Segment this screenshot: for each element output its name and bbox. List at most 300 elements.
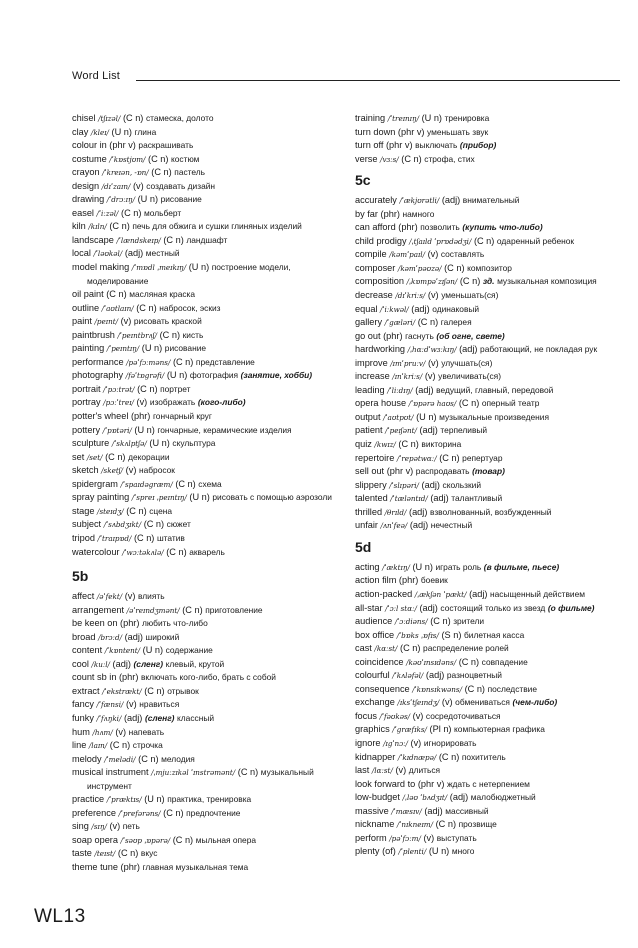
transcription: /ˈkɪdnæpə/ bbox=[397, 752, 437, 762]
part-of-speech: (C n) bbox=[401, 153, 422, 164]
translation: длиться bbox=[408, 765, 441, 776]
word-entry bbox=[355, 588, 617, 602]
word-entry bbox=[72, 590, 344, 604]
usage-note: (о фильме) bbox=[547, 602, 595, 613]
word-entry bbox=[72, 726, 344, 740]
page-title: Word List bbox=[72, 70, 121, 82]
word-entry bbox=[355, 452, 617, 466]
transcription: /ˈpræktɪs/ bbox=[106, 795, 142, 805]
word-entry bbox=[72, 329, 344, 343]
transcription: /kɑːst/ bbox=[374, 644, 398, 654]
translation: улучшать(ся) bbox=[441, 357, 493, 368]
part-of-speech: (phr) bbox=[398, 222, 418, 233]
usage-note: (занятие, хобби) bbox=[240, 370, 313, 381]
headword: broad bbox=[72, 631, 96, 642]
part-of-speech: (adj) bbox=[430, 493, 449, 504]
word-entry bbox=[72, 631, 344, 645]
translation: музыкальный инструмент bbox=[87, 767, 314, 791]
headword: quiz bbox=[355, 439, 372, 450]
transcription: /ˈɔːdiəns/ bbox=[394, 617, 428, 627]
part-of-speech: (v) bbox=[120, 316, 132, 327]
headword: kidnapper bbox=[355, 751, 396, 762]
translation: внимательный bbox=[462, 195, 520, 206]
part-of-speech: (phr v) bbox=[386, 140, 413, 151]
headword: slippery bbox=[355, 479, 387, 490]
translation: влиять bbox=[138, 591, 165, 602]
headword: gallery bbox=[355, 317, 383, 328]
word-entry bbox=[72, 491, 344, 505]
headword: look forward to bbox=[355, 778, 416, 789]
word-entry bbox=[355, 574, 617, 588]
word-entry bbox=[355, 343, 617, 357]
translation: декорации bbox=[128, 451, 170, 462]
translation: гаснуть bbox=[405, 330, 434, 341]
translation: широкий bbox=[145, 631, 180, 642]
usage-note: (об огне, свете) bbox=[436, 330, 505, 341]
word-entry bbox=[355, 384, 617, 398]
part-of-speech: (phr) bbox=[120, 618, 140, 629]
translation: уменьшать звук bbox=[427, 126, 489, 137]
word-entry bbox=[72, 604, 344, 618]
headword: outline bbox=[72, 302, 100, 313]
headword: tripod bbox=[72, 532, 95, 543]
translation: клевый, крутой bbox=[165, 658, 225, 669]
transcription: /ˈspaɪdəgræm/ bbox=[120, 479, 173, 489]
headword: hum bbox=[72, 726, 90, 737]
word-entry bbox=[72, 793, 344, 807]
headword: audience bbox=[355, 616, 393, 627]
transcription: /ˈɒpərə haʊs/ bbox=[408, 399, 457, 409]
part-of-speech: (C n) bbox=[398, 439, 419, 450]
word-entry bbox=[72, 658, 344, 672]
transcription: /ˈaʊtpʊt/ bbox=[383, 412, 414, 422]
page-header bbox=[72, 70, 620, 86]
part-of-speech: (C n) bbox=[144, 685, 165, 696]
part-of-speech: (C n) bbox=[430, 616, 451, 627]
part-of-speech: (C n) bbox=[439, 452, 460, 463]
part-of-speech: (adj) bbox=[112, 658, 131, 669]
word-entry bbox=[72, 739, 344, 753]
word-entry bbox=[72, 753, 344, 767]
word-entry bbox=[72, 617, 344, 631]
headword: last bbox=[355, 765, 370, 776]
headword: drawing bbox=[72, 194, 105, 205]
part-of-speech: (C n) bbox=[138, 753, 159, 764]
part-of-speech: (phr) bbox=[380, 208, 400, 219]
word-entry bbox=[355, 737, 617, 751]
word-entry bbox=[355, 506, 617, 520]
translation: фотография bbox=[189, 370, 239, 381]
headword: potter's wheel bbox=[72, 411, 129, 422]
part-of-speech: (v) bbox=[124, 591, 136, 602]
part-of-speech: (C n) bbox=[438, 751, 460, 762]
transcription: /ˈpeɪntɪŋ/ bbox=[106, 344, 140, 354]
headword: paintbrush bbox=[72, 329, 115, 340]
translation: гончарные, керамические изделия bbox=[157, 424, 292, 435]
part-of-speech: (C n) bbox=[163, 234, 184, 245]
translation: компьютерная графика bbox=[454, 724, 545, 735]
part-of-speech: (C n) bbox=[105, 451, 126, 462]
word-entry bbox=[72, 396, 344, 410]
word-entry bbox=[72, 685, 344, 699]
headword: massive bbox=[355, 805, 389, 816]
word-entry bbox=[72, 532, 344, 546]
translation: вкус bbox=[140, 848, 158, 859]
headword: local bbox=[72, 248, 91, 259]
headword: photography bbox=[72, 370, 124, 381]
transcription: /peɪnt/ bbox=[94, 317, 119, 327]
word-entry bbox=[355, 289, 617, 303]
transcription: /ˈtæləntɪd/ bbox=[390, 494, 428, 504]
part-of-speech: (adj) bbox=[411, 303, 430, 314]
headword: spidergram bbox=[72, 478, 118, 489]
part-of-speech: (v) bbox=[441, 697, 453, 708]
headword: portrait bbox=[72, 383, 101, 394]
transcription: /ˈsəʊp ˌɒpərə/ bbox=[120, 835, 171, 845]
translation: обмениваться bbox=[455, 697, 510, 708]
transcription: /kəmˈpaɪl/ bbox=[389, 250, 426, 260]
transcription: /ˈfænsi/ bbox=[96, 700, 124, 710]
headword: patient bbox=[355, 425, 383, 436]
part-of-speech: (C n) bbox=[237, 767, 259, 778]
usage-note: (чем-либо) bbox=[512, 697, 558, 708]
part-of-speech: (v) bbox=[136, 397, 148, 408]
headword: clay bbox=[72, 126, 89, 137]
headword: portray bbox=[72, 397, 101, 408]
transcription: /sketʃ/ bbox=[101, 466, 124, 476]
word-entry bbox=[355, 235, 617, 249]
headword: preference bbox=[72, 807, 116, 818]
part-of-speech: (adj) bbox=[459, 344, 478, 355]
part-of-speech: (U n) bbox=[111, 126, 132, 137]
headword: low-budget bbox=[355, 792, 400, 803]
transcription: /ˈiːzəl/ bbox=[96, 208, 119, 218]
part-of-speech: (C n) bbox=[148, 153, 169, 164]
word-entry bbox=[72, 861, 344, 875]
part-of-speech: (C n) bbox=[435, 819, 457, 830]
headword: kiln bbox=[72, 221, 86, 232]
part-of-speech: (adj) bbox=[419, 425, 438, 436]
part-of-speech: (phr) bbox=[383, 330, 403, 341]
transcription: /ˈiːkwəl/ bbox=[380, 304, 409, 314]
translation: глина bbox=[134, 126, 157, 137]
headword: plenty (of) bbox=[355, 846, 396, 857]
word-entry bbox=[72, 126, 344, 140]
word-entry bbox=[355, 208, 617, 222]
part-of-speech: (C n) bbox=[444, 262, 465, 273]
transcription: /set/ bbox=[86, 452, 103, 462]
headword: sculpture bbox=[72, 438, 110, 449]
translation: музыкальные произведения bbox=[439, 411, 549, 422]
transcription: /ˈwɔːtəkʌlə/ bbox=[122, 547, 164, 557]
word-entry bbox=[72, 820, 344, 834]
translation: составлять bbox=[440, 249, 485, 260]
transcription: /pəˈfɔːməns/ bbox=[126, 357, 171, 367]
word-entry bbox=[72, 518, 344, 532]
section-heading: 5b bbox=[72, 568, 89, 585]
part-of-speech: (v) bbox=[427, 290, 439, 301]
word-entry bbox=[355, 221, 617, 235]
word-entry bbox=[72, 166, 344, 180]
part-of-speech: (C n) bbox=[464, 683, 485, 694]
headword: go out bbox=[355, 330, 381, 341]
translation: сцена bbox=[149, 505, 173, 516]
part-of-speech: (v) bbox=[115, 726, 127, 737]
transcription: /ˈfəʊkəs/ bbox=[379, 711, 411, 721]
word-entry bbox=[72, 139, 344, 153]
word-entry bbox=[355, 832, 617, 846]
translation: совпадение bbox=[481, 656, 528, 667]
headword: repertoire bbox=[355, 452, 395, 463]
translation: одинаковый bbox=[432, 303, 480, 314]
translation: рисовать краской bbox=[133, 316, 202, 327]
word-entry bbox=[355, 519, 617, 533]
transcription: /hʌm/ bbox=[92, 727, 113, 737]
headword: extract bbox=[72, 685, 100, 696]
part-of-speech: (U n) bbox=[137, 194, 159, 205]
headword: cast bbox=[355, 643, 372, 654]
translation: рисовать с помощью аэрозоли bbox=[212, 492, 332, 503]
headword: paint bbox=[72, 316, 92, 327]
translation: работающий, не покладая рук bbox=[480, 344, 598, 355]
transcription: /ˈkɒnsɪkwəns/ bbox=[412, 684, 463, 694]
word-entry bbox=[72, 220, 344, 234]
part-of-speech: (v) bbox=[410, 737, 422, 748]
headword: composition bbox=[355, 276, 405, 287]
word-entry bbox=[72, 153, 344, 167]
headword: decrease bbox=[355, 290, 393, 301]
word-entry bbox=[72, 207, 344, 221]
headword: easel bbox=[72, 207, 94, 218]
word-entry bbox=[72, 451, 344, 465]
transcription: /ˈpɒtəri/ bbox=[102, 425, 132, 435]
headword: unfair bbox=[355, 520, 378, 531]
translation: штатив bbox=[156, 532, 185, 543]
headword: colourful bbox=[355, 670, 390, 681]
word-entry bbox=[355, 153, 617, 167]
transcription: /ˈplenti/ bbox=[398, 847, 427, 857]
headword: musical instrument bbox=[72, 767, 149, 778]
transcription: /ˈekstrækt/ bbox=[102, 686, 142, 696]
headword: fancy bbox=[72, 699, 94, 710]
headword: leading bbox=[355, 384, 385, 395]
translation: напевать bbox=[128, 726, 165, 737]
word-entry bbox=[355, 126, 617, 140]
part-of-speech: (v) bbox=[427, 249, 439, 260]
translation: сюжет bbox=[166, 519, 191, 530]
headword: spray painting bbox=[72, 492, 130, 503]
part-of-speech: (C n) bbox=[151, 167, 172, 178]
translation: главная музыкальная тема bbox=[142, 861, 249, 872]
headword: verse bbox=[355, 153, 378, 164]
part-of-speech: (v) bbox=[424, 371, 436, 382]
headword: equal bbox=[355, 303, 378, 314]
word-entry bbox=[355, 275, 617, 289]
word-entry bbox=[355, 696, 617, 710]
part-of-speech: (v) bbox=[412, 710, 424, 721]
translation: позволить bbox=[420, 222, 460, 233]
translation: петь bbox=[122, 821, 140, 832]
part-of-speech: (U n) bbox=[412, 561, 433, 572]
word-entry bbox=[355, 139, 617, 153]
transcription: /ˈgæləri/ bbox=[384, 318, 416, 328]
transcription: /lɑːst/ bbox=[371, 766, 393, 776]
headword: can afford bbox=[355, 222, 396, 233]
translation: композитор bbox=[467, 262, 512, 273]
word-entry bbox=[355, 357, 617, 371]
word-entry bbox=[355, 303, 617, 317]
word-entry bbox=[355, 683, 617, 697]
word-entry bbox=[355, 194, 617, 208]
word-entry bbox=[72, 410, 344, 424]
word-entry bbox=[355, 316, 617, 330]
headword: costume bbox=[72, 153, 107, 164]
transcription: /ˈrepətwɑː/ bbox=[396, 453, 437, 463]
headword: colour in bbox=[72, 140, 107, 151]
usage-note: (кого-либо) bbox=[197, 397, 246, 408]
word-entry bbox=[72, 261, 344, 288]
translation: представление bbox=[195, 356, 255, 367]
transcription: /ˌhɑːdˈwɜːkɪŋ/ bbox=[407, 345, 457, 355]
transcription: /ˈslɪpəri/ bbox=[389, 480, 419, 490]
headword: sketch bbox=[72, 465, 99, 476]
translation: предпочтение bbox=[186, 807, 241, 818]
part-of-speech: (phr) bbox=[120, 861, 140, 872]
headword: design bbox=[72, 180, 100, 191]
section-heading: 5d bbox=[355, 538, 372, 555]
word-entry bbox=[72, 193, 344, 207]
word-entry bbox=[355, 561, 617, 575]
headword: arrangement bbox=[72, 604, 125, 615]
usage-note: (прибор) bbox=[459, 140, 497, 151]
headword: model making bbox=[72, 262, 130, 273]
part-of-speech: (Pl n) bbox=[429, 724, 452, 735]
part-of-speech: (U n) bbox=[189, 492, 210, 503]
translation: выступать bbox=[436, 832, 477, 843]
transcription: /ˈæktɪŋ/ bbox=[382, 562, 410, 572]
headword: funky bbox=[72, 712, 94, 723]
headword: by far bbox=[355, 208, 378, 219]
part-of-speech: (adj) bbox=[409, 520, 429, 531]
word-entry bbox=[355, 669, 617, 683]
usage-note: (товар) bbox=[472, 466, 505, 477]
headword: accurately bbox=[355, 195, 397, 206]
word-entry bbox=[355, 764, 617, 778]
headword: graphics bbox=[355, 724, 390, 735]
part-of-speech: (adj) bbox=[469, 588, 488, 599]
transcription: /ˈækjʊrətli/ bbox=[399, 196, 440, 206]
word-entry bbox=[355, 791, 617, 805]
part-of-speech: (adj) bbox=[124, 248, 144, 259]
transcription: /ˈnɪkneɪm/ bbox=[396, 820, 434, 830]
headword: opera house bbox=[355, 398, 407, 409]
headword: oil paint bbox=[72, 289, 104, 300]
headword: melody bbox=[72, 753, 102, 764]
word-entry bbox=[355, 642, 617, 656]
transcription: /sɪŋ/ bbox=[91, 822, 107, 832]
word-entry bbox=[72, 766, 344, 793]
usage-note: (сленг) bbox=[133, 658, 164, 669]
usage-note: (сленг) bbox=[144, 712, 175, 723]
headword: painting bbox=[72, 343, 105, 354]
transcription: /ˈɔːl stɑː/ bbox=[385, 603, 417, 613]
translation: построение модели, моделирование bbox=[87, 262, 291, 286]
part-of-speech: (C n) bbox=[109, 221, 130, 232]
word-entry bbox=[72, 437, 344, 451]
part-of-speech: (C n) bbox=[106, 289, 127, 300]
transcription: /ˈspreɪ ˌpeɪntɪŋ/ bbox=[131, 493, 187, 503]
word-entry bbox=[72, 671, 344, 685]
translation: играть роль bbox=[435, 561, 482, 572]
translation: стамеска, долото bbox=[145, 113, 214, 123]
headword: consequence bbox=[355, 683, 410, 694]
transcription: /ˈmɒdl ˌmeɪkɪŋ/ bbox=[131, 263, 187, 273]
part-of-speech: (S n) bbox=[441, 629, 462, 640]
translation: практика, тренировка bbox=[167, 794, 252, 805]
translation: строфа, стих bbox=[424, 153, 475, 164]
transcription: /ˈsʌbdʒɪkt/ bbox=[103, 520, 142, 530]
translation: схема bbox=[198, 478, 222, 489]
transcription: /kɪln/ bbox=[88, 222, 107, 232]
translation: любить что-либо bbox=[142, 618, 208, 629]
word-entry bbox=[72, 315, 344, 329]
page-number: WL13 bbox=[34, 906, 86, 927]
word-entry bbox=[72, 546, 344, 560]
word-entry bbox=[355, 248, 617, 262]
transcription: /ˌmjuːzɪkəl ˈɪnstrəmənt/ bbox=[151, 768, 236, 778]
translation: акварель bbox=[189, 546, 225, 557]
translation: масляная краска bbox=[129, 289, 196, 300]
word-entry bbox=[72, 383, 344, 397]
headword: talented bbox=[355, 493, 388, 504]
translation: насыщенный действием bbox=[490, 588, 586, 599]
transcription: /kwɪz/ bbox=[374, 440, 396, 450]
part-of-speech: (adj) bbox=[441, 195, 461, 206]
transcription: /ˈprefərəns/ bbox=[118, 808, 161, 818]
usage-note: (в фильме, пьесе) bbox=[483, 561, 560, 572]
transcription: /kəʊˈɪnsɪdəns/ bbox=[406, 657, 457, 667]
word-entry bbox=[72, 712, 344, 726]
translation: ведущий, главный, передовой bbox=[436, 384, 554, 395]
part-of-speech: (U n) bbox=[428, 846, 450, 857]
word-entry bbox=[72, 369, 344, 383]
headword: action film bbox=[355, 575, 397, 586]
part-of-speech: (C n) bbox=[172, 834, 194, 845]
transcription: /əˈfekt/ bbox=[96, 592, 123, 602]
translation: прозвище bbox=[458, 819, 497, 830]
part-of-speech: (U n) bbox=[421, 113, 442, 123]
word-entry bbox=[72, 342, 344, 356]
translation: распределение ролей bbox=[423, 643, 509, 654]
header-rule bbox=[136, 80, 620, 81]
headword: landscape bbox=[72, 234, 114, 245]
headword: pottery bbox=[72, 424, 101, 435]
translation: сосредоточиваться bbox=[425, 710, 501, 721]
word-entry bbox=[72, 698, 344, 712]
headword: watercolour bbox=[72, 546, 120, 557]
headword: box office bbox=[355, 629, 395, 640]
word-entry bbox=[72, 644, 344, 658]
translation: пастель bbox=[174, 167, 206, 178]
part-of-speech: (C n) bbox=[166, 546, 187, 557]
word-entry bbox=[355, 492, 617, 506]
translation: последствие bbox=[487, 683, 537, 694]
translation: малобюджетный bbox=[470, 792, 536, 803]
headword: affect bbox=[72, 591, 95, 602]
headword: coincidence bbox=[355, 656, 404, 667]
transcription: /pɔːˈtreɪ/ bbox=[103, 398, 134, 408]
transcription: /ɪksˈtʃeɪndʒ/ bbox=[397, 698, 440, 708]
